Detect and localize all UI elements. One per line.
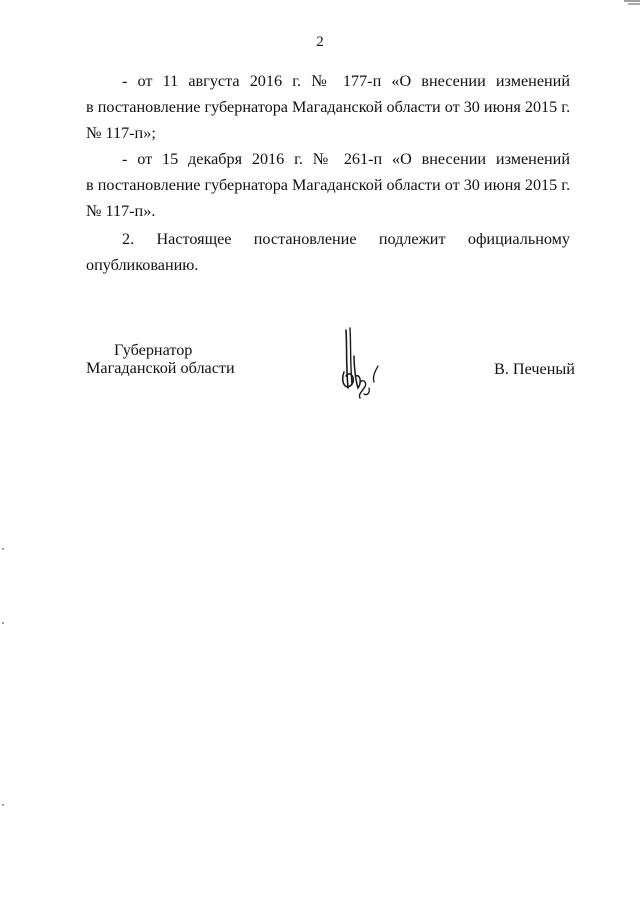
list-item-amendment-177: [86, 68, 570, 146]
text-line: № 117-п»;: [86, 124, 156, 142]
text-line: 2. Настоящее постановление подлежит официальному: [122, 230, 570, 248]
list-item-amendment-261: [86, 146, 570, 224]
signatory-position: [86, 341, 235, 377]
signatory-name: В. Печеный: [494, 360, 575, 378]
scan-edge-mark: [624, 0, 640, 8]
signatory-title: Губернатор: [114, 341, 193, 359]
signatory-region: Магаданской области: [86, 359, 235, 377]
paragraph-publication: [86, 226, 570, 278]
scan-margin-mark: [2, 622, 4, 624]
scan-margin-mark: [2, 548, 4, 550]
handwritten-signature: [336, 326, 386, 404]
text-line: - от 11 августа 2016 г. № 177-п «О внесении изменений: [122, 72, 570, 90]
text-line: в постановление губернатора Магаданской области от 30 июня 2015 г.: [86, 176, 571, 194]
scan-margin-mark: [2, 804, 4, 806]
text-line: опубликованию.: [86, 256, 199, 274]
text-line: № 117-п».: [86, 202, 156, 220]
text-line: - от 15 декабря 2016 г. № 261-п «О внесении изменений: [122, 150, 570, 168]
page-number: 2: [316, 34, 324, 50]
text-line: в постановление губернатора Магаданской области от 30 июня 2015 г.: [86, 98, 571, 116]
